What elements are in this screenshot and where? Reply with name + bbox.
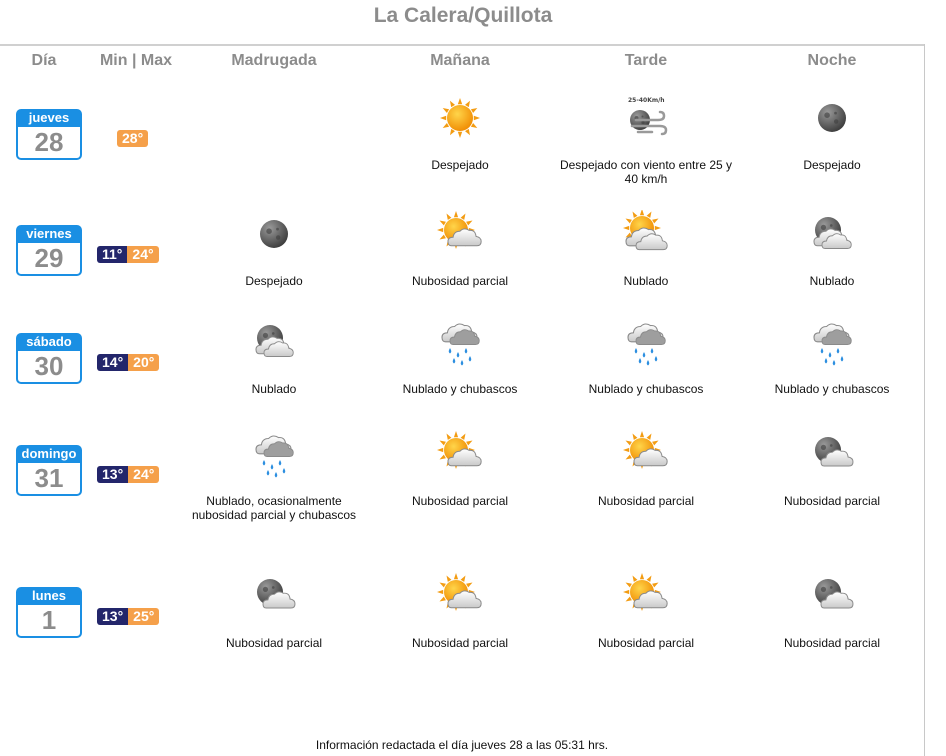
sun-icon (436, 94, 484, 142)
page-title: La Calera/Quillota (373, 4, 553, 27)
day-name: viernes (17, 226, 81, 243)
forecast-label: Nublado y chubascos (588, 382, 704, 396)
sun-cloud-icon (622, 430, 670, 478)
forecast-cell-mañana (370, 210, 550, 288)
moon-cloud-icon (808, 430, 856, 478)
forecast-cell-mañana (370, 572, 550, 650)
cloud-rain-icon (436, 318, 484, 366)
forecast-cell-madrugada (184, 210, 364, 288)
max-temp: 28° (117, 130, 148, 147)
forecast-cell-tarde (556, 210, 736, 288)
header-tarde: Tarde (624, 52, 668, 69)
right-divider (924, 44, 925, 756)
max-temp: 24° (127, 246, 158, 263)
footer-note: Información redactada el día jueves 28 a las 05:31 hrs. (315, 738, 609, 752)
forecast-cell-noche (742, 430, 922, 508)
sun-cloud-icon (436, 572, 484, 620)
forecast-label: Nubosidad parcial (783, 636, 881, 650)
header-divider (0, 44, 924, 46)
cloud-rain-icon (250, 430, 298, 478)
min-max-temps (97, 246, 159, 263)
moon-clouds-icon (250, 318, 298, 366)
forecast-label: Despejado (431, 158, 489, 172)
forecast-label: Nubosidad parcial (783, 494, 881, 508)
forecast-cell-noche (742, 94, 922, 172)
cloud-rain-icon (622, 318, 670, 366)
header-minmax: Min | Max (99, 52, 173, 69)
day-number: 29 (34, 243, 64, 273)
forecast-cell-madrugada (184, 318, 364, 396)
min-temp: 13° (97, 466, 128, 483)
min-max-temps (117, 130, 148, 147)
forecast-label: Nubosidad parcial (411, 636, 509, 650)
sun-clouds-icon (622, 210, 670, 258)
day-name: sábado (17, 334, 81, 351)
sun-cloud-icon (436, 210, 484, 258)
moon-icon (808, 94, 856, 142)
day-calendar-badge (16, 445, 82, 496)
forecast-cell-noche (742, 572, 922, 650)
min-temp: 13° (97, 608, 128, 625)
forecast-label: Nublado y chubascos (402, 382, 518, 396)
moon-cloud-icon (808, 572, 856, 620)
max-temp: 25° (128, 608, 159, 625)
forecast-label: Nublado, ocasionalmente nubosidad parcial y chubascos (191, 494, 357, 522)
day-name: lunes (17, 588, 81, 605)
svg-text:25-40Km/h: 25-40Km/h (628, 97, 665, 104)
day-number: 1 (41, 605, 57, 635)
day-name: domingo (17, 446, 81, 463)
forecast-label: Despejado con viento entre 25 y 40 km/h (559, 158, 733, 186)
forecast-cell-tarde (556, 94, 736, 186)
day-number: 30 (34, 351, 64, 381)
day-calendar-badge (16, 587, 82, 638)
max-temp: 20° (128, 354, 159, 371)
forecast-label: Despejado (245, 274, 303, 288)
day-calendar-badge (16, 225, 82, 276)
forecast-cell-madrugada (184, 430, 364, 522)
header-madrugada: Madrugada (231, 52, 317, 69)
min-max-temps (97, 466, 159, 483)
forecast-label: Nubosidad parcial (597, 636, 695, 650)
forecast-cell-madrugada (184, 572, 364, 650)
forecast-cell-noche (742, 318, 922, 396)
forecast-label: Nublado (809, 274, 855, 288)
forecast-cell-mañana (370, 430, 550, 508)
day-number: 31 (34, 463, 64, 493)
sun-cloud-icon (436, 430, 484, 478)
header-manana: Mañana (430, 52, 490, 69)
forecast-label: Nublado y chubascos (774, 382, 890, 396)
min-temp: 14° (97, 354, 128, 371)
forecast-label: Despejado (803, 158, 861, 172)
min-temp: 11° (97, 246, 127, 263)
forecast-label: Nubosidad parcial (411, 494, 509, 508)
max-temp: 24° (128, 466, 159, 483)
forecast-label: Nublado (623, 274, 669, 288)
day-number: 28 (34, 127, 64, 157)
forecast-cell-mañana (370, 94, 550, 172)
min-max-temps (97, 354, 159, 371)
forecast-cell-tarde (556, 318, 736, 396)
wind-icon (622, 94, 670, 142)
cloud-rain-icon (808, 318, 856, 366)
forecast-cell-noche (742, 210, 922, 288)
day-calendar-badge (16, 109, 82, 160)
forecast-label: Nubosidad parcial (225, 636, 323, 650)
moon-cloud-icon (250, 572, 298, 620)
forecast-cell-mañana (370, 318, 550, 396)
header-noche: Noche (807, 52, 857, 69)
min-max-temps (97, 608, 159, 625)
forecast-label: Nubosidad parcial (597, 494, 695, 508)
forecast-cell-tarde (556, 430, 736, 508)
moon-icon (250, 210, 298, 258)
forecast-label: Nublado (251, 382, 297, 396)
forecast-label: Nubosidad parcial (411, 274, 509, 288)
day-calendar-badge (16, 333, 82, 384)
header-day: Día (31, 52, 57, 69)
moon-clouds-icon (808, 210, 856, 258)
forecast-cell-tarde (556, 572, 736, 650)
sun-cloud-icon (622, 572, 670, 620)
day-name: jueves (17, 110, 81, 127)
